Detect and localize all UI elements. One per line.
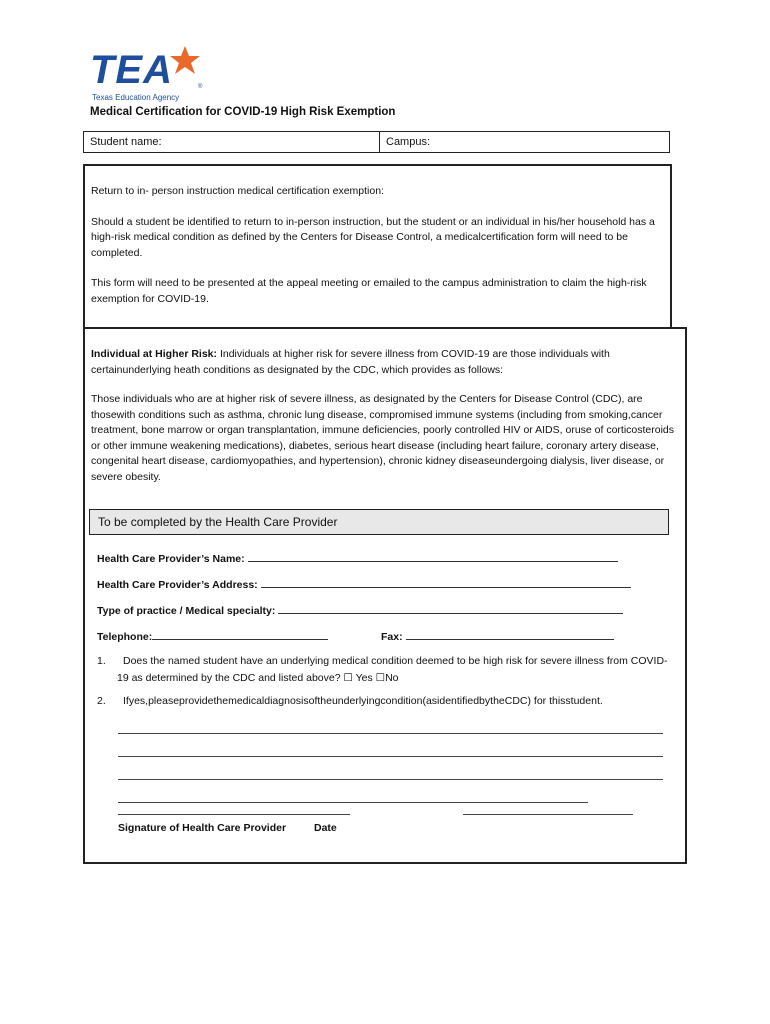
question-2-text: Ifyes,pleaseprovidethemedicaldiagnosisoftheunderlyingcondition(asidentifiedbytheCDC) for thisstudent. [123,695,603,707]
provider-fields [97,549,677,716]
provider-address-input[interactable] [261,575,631,588]
signature-block [118,814,638,854]
intro-instructions: This form will need to be presented at the appeal meeting or emailed to the campus administration to claim the high-risk exemption for COVID-19. [91,277,647,305]
intro-section [83,164,672,328]
provider-address-label: Health Care Provider’s Address: [97,579,261,591]
telephone-label: Telephone: [97,631,153,643]
question-1-text: Does the named student have an underlying medical condition deemed to be high risk for severe illness from COVID-19 as determined by the CDC and listed above? [117,655,668,684]
provider-banner: To be completed by the Health Care Provider [89,509,669,535]
diagnosis-line[interactable] [118,757,663,780]
campus-field[interactable]: Campus: [386,136,431,148]
practice-input[interactable] [278,601,623,614]
date-label: Date [314,822,337,834]
fax-input[interactable] [406,627,614,640]
diagnosis-line[interactable] [118,711,663,734]
risk-detail: Those individuals who are at higher risk of severe illness, as designated by the Centers for Disease Control (CDC), are thosewith conditions such as asthma, chronic lung disease, compromised immune systems (including from smoking,cancer treatment, bone marrow or organ transplantation, immune deficiencies, poorly controlled HIV or AIDS, oruse of corticosteroids or other immune weakening medications), diabetes, serious heart disease (including heart failure, coronary artery disease, congenital heart disease, cardiomyopathies, and hypertension), chronic kidney diseaseundergoing dialysis, liver disease, or severe obesity. [91,393,675,483]
question-1-number: 1. [97,655,106,667]
fax-group [381,627,614,646]
logo-registered: ® [198,84,203,90]
question-2-number: 2. [97,695,106,707]
contact-row [97,627,677,653]
fax-label: Fax: [381,631,406,643]
question-2 [97,693,677,710]
student-name-field[interactable]: Student name: [84,132,380,152]
tea-logo [88,46,218,106]
no-checkbox[interactable]: ☐No [375,672,399,684]
risk-heading-text: Individuals at higher risk for severe illness from COVID-19 are those individuals with certainunderlying heath conditions as designated by the CDC, which provides as follows: [91,348,610,376]
provider-name-input[interactable] [248,549,618,562]
risk-heading: Individual at Higher Risk: [91,348,218,360]
signature-label: Signature of Health Care Provider [118,822,287,834]
practice-label: Type of practice / Medical specialty: [97,605,279,617]
telephone-input[interactable] [152,627,328,640]
diagnosis-line[interactable] [118,780,588,803]
logo-wordmark: TEA [90,48,173,92]
yes-checkbox[interactable]: ☐ Yes [340,672,376,684]
question-1 [97,653,677,687]
logo-agency-name: Texas Education Agency [92,93,180,102]
texas-star-icon [168,44,202,78]
student-info-bar [83,131,670,153]
provider-name-row [97,549,677,575]
intro-heading: Return to in- person instruction medical certification exemption: [91,185,384,197]
practice-row [97,601,677,627]
intro-paragraph: Should a student be identified to return to in-person instruction, but the student or an individual in his/her household has a high-risk medical condition as defined by the Centers for Disease Control, a medicalcertification form will need to be completed. [91,215,655,259]
risk-definition [91,347,679,378]
provider-address-row [97,575,677,601]
provider-section [83,327,687,864]
diagnosis-line[interactable] [118,734,663,757]
page-title: Medical Certification for COVID-19 High Risk Exemption [90,106,396,118]
provider-name-label: Health Care Provider’s Name: [97,553,248,565]
date-line[interactable] [463,814,633,815]
diagnosis-lines[interactable] [118,711,663,803]
signature-line[interactable] [118,814,350,815]
